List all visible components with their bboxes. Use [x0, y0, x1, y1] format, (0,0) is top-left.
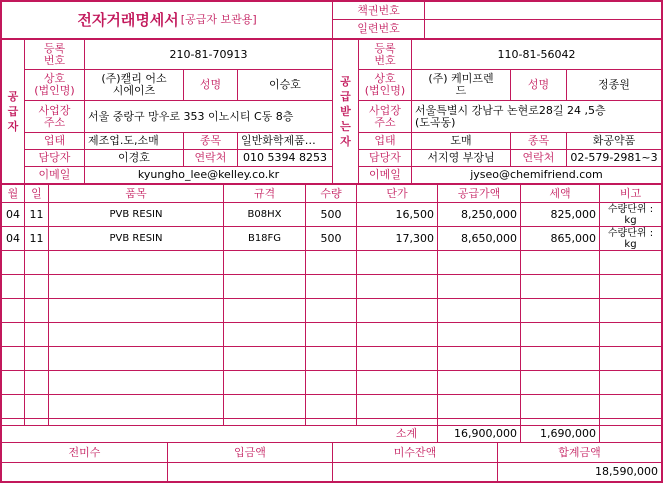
buyer-business-type-label: 업태 — [374, 134, 396, 147]
buyer-ceo-label: 성명 — [527, 78, 550, 91]
supplier-business-item: 일반화학제품… — [241, 134, 316, 147]
row-item: PVB RESIN — [109, 208, 163, 220]
supplier-business-type: 제조업.도,소매 — [88, 134, 159, 147]
document-title — [2, 2, 332, 38]
supplier-phone-label: 연락처 — [194, 151, 227, 164]
buyer-email-label: 이메일 — [369, 168, 401, 181]
supplier-email-label: 이메일 — [38, 168, 71, 181]
supplier-manager: 이경호 — [118, 151, 150, 164]
buyer-reg-no: 110-81-56042 — [497, 47, 576, 61]
buyer-company: (주) 케미프렌 드 — [428, 72, 494, 97]
prev-balance-value — [2, 463, 167, 481]
buyer-side-label: 공 급 받 는 자 — [340, 75, 351, 148]
col-qty: 수량 — [320, 186, 342, 200]
col-month: 월 — [7, 186, 19, 200]
paid-amount-label: 입금액 — [234, 445, 266, 459]
buyer-address-label: 사업장 주소 — [369, 103, 401, 129]
buyer-company-label: 상호 (법인명) — [364, 72, 406, 97]
supplier-phone: 010 5394 8253 — [243, 151, 327, 164]
buyer-email: jyseo@chemifriend.com — [470, 168, 603, 181]
buyer-manager: 서지영 부장님 — [427, 151, 495, 164]
supplier-ceo: 이승호 — [269, 78, 301, 91]
col-note: 비고 — [619, 186, 642, 200]
buyer-address: 서울특별시 강남구 논현로28길 24 ,5층 (도곡동) — [415, 103, 606, 129]
supplier-address-label: 사업장 주소 — [38, 103, 71, 129]
row-day: 11 — [29, 207, 44, 221]
supplier-company-label: 상호 (법인명) — [34, 72, 75, 97]
row-tax: 825,000 — [550, 207, 596, 221]
supplier-business-type-label: 업태 — [43, 134, 66, 147]
supplier-ceo-label: 성명 — [199, 78, 222, 91]
row-supply-amount: 8,650,000 — [461, 231, 517, 245]
supplier-address: 서울 중랑구 망우로 353 이노시티 C동 8층 — [88, 109, 294, 123]
supplier-company: (주)캘리 어소 시에이츠 — [101, 72, 167, 97]
row-note: 수량단위 : kg — [607, 227, 654, 250]
col-item: 품목 — [125, 186, 147, 200]
supplier-side-label: 공 급 자 — [7, 90, 19, 133]
col-day: 일 — [31, 186, 42, 200]
buyer-reg-no-label: 등록 번호 — [374, 41, 396, 67]
serial-number-label: 일련번호 — [357, 22, 400, 35]
row-month: 04 — [6, 231, 20, 245]
subtotal-supply-amount: 16,900,000 — [454, 427, 517, 440]
buyer-business-item: 화공약품 — [592, 134, 636, 147]
col-spec: 규격 — [253, 186, 276, 200]
total-amount-value: 18,590,000 — [595, 465, 658, 478]
serial-number-value — [425, 20, 661, 38]
supplier-email: kyungho_lee@kelley.co.kr — [137, 168, 280, 181]
supplier-reg-no-label: 등록 번호 — [43, 41, 66, 67]
buyer-business-type: 도매 — [450, 134, 472, 147]
row-spec: B08HX — [247, 208, 282, 220]
row-supply-amount: 8,250,000 — [461, 207, 517, 221]
row-month: 04 — [6, 207, 20, 221]
buyer-phone-label: 연락처 — [522, 151, 555, 164]
row-qty: 500 — [320, 231, 342, 245]
subtotal-label: 소계 — [395, 427, 418, 440]
book-number-label: 책권번호 — [357, 3, 400, 17]
row-unit-price: 16,500 — [395, 207, 434, 221]
book-number-value — [425, 2, 661, 19]
row-unit-price: 17,300 — [395, 231, 434, 245]
col-tax: 세액 — [549, 186, 571, 200]
subtitle-text: [공급자 보관용] — [180, 13, 257, 26]
row-qty: 500 — [320, 207, 342, 221]
row-item: PVB RESIN — [109, 232, 163, 244]
buyer-business-item-label: 종목 — [527, 134, 550, 147]
paid-amount-value — [168, 463, 332, 481]
row-note: 수량단위 : kg — [607, 203, 654, 226]
prev-balance-label: 전미수 — [68, 445, 101, 459]
col-unit-price: 단가 — [386, 186, 408, 200]
supplier-reg-no: 210-81-70913 — [169, 47, 248, 61]
buyer-ceo: 정종원 — [598, 78, 630, 91]
row-tax: 865,000 — [550, 231, 596, 245]
buyer-phone: 02-579-2981~3 — [570, 151, 658, 164]
title-text: 전자거래명세서 — [77, 11, 179, 29]
supplier-business-item-label: 종목 — [199, 134, 222, 147]
row-spec: B18FG — [247, 232, 282, 244]
col-supply-amount: 공급가액 — [457, 186, 501, 200]
unpaid-balance-label: 미수잔액 — [393, 445, 437, 459]
buyer-manager-label: 담당자 — [369, 151, 401, 164]
unpaid-balance-value — [333, 463, 497, 481]
supplier-manager-label: 담당자 — [38, 151, 71, 164]
row-day: 11 — [29, 231, 44, 245]
total-amount-label: 합계금액 — [558, 445, 601, 459]
subtotal-tax: 1,690,000 — [540, 427, 596, 440]
